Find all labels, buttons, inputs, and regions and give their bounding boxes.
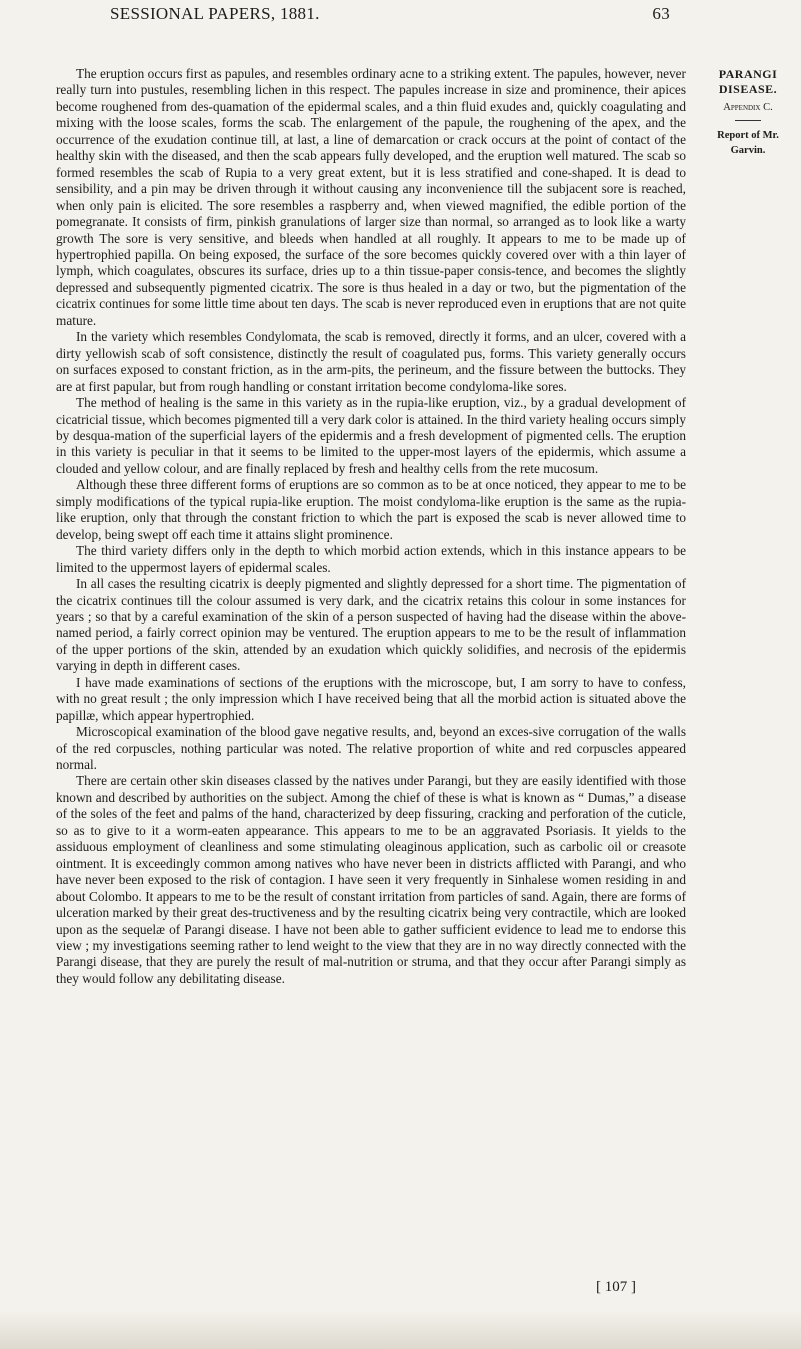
running-header: [110, 4, 670, 36]
page-number: 63: [652, 4, 670, 23]
margin-appendix: Appendix C.: [723, 102, 773, 113]
paragraph-1: The eruption occurs first as papules, and resembles ordinary acne to a striking extent. The papules, however, never really turn into pustules, resembling lichen in this respect. The papules increase in size and prominence, their apices become roughened from des-quamation of the epidermal scales, and a thin fluid exudes and, quickly coagulating and mixing with the loose scales, forms the scab. The enlargement of the papule, the roughening of the apex, and the occurrence of the exudation continue till, at last, a line of demarcation or crack occurs at the point of contact of the healthy skin with the diseased, and then the scab appears fully developed, and the eruption well matured. The scab so formed resembles the scab of Rupia to a very great extent, but it is less stratified and cone-shaped. It is dead to sensibility, and a pin may be driven through it without causing any inconvenience till the subjacent sore is reached, when only pain is elicited. The sore resembles a raspberry and, when viewed magnified, the edible portion of the pomegranate. It consists of firm, pinkish granulations of larger size than normal, so arranged as to look like a warty growth The sore is very sensitive, and bleeds when handled at all roughly. It appears to me to be made up of hypertrophied papilla. On being exposed, the surface of the sore becomes quickly covered over with a thin layer of lymph, which coagulates, obscures its surface, dries up to a thin tissue-paper consis-tence, and becomes the slightly depressed and subsequently pigmented cicatrix. The sore is thus healed in a day or two, but the pigmentation of the cicatrix continues for some little time about ten days. The scab is never reproduced even in eruptions that are not quite mature.: [56, 66, 686, 328]
margin-report: Report of Mr. Garvin.: [717, 130, 779, 156]
folio-number: [ 107 ]: [596, 1279, 636, 1295]
paragraph-2: In the variety which resembles Condylomata, the scab is removed, directly it forms, and an ulcer, covered with a dirty yellowish scab of soft consistence, distinctly the result of coagulated pus, forms. This variety generally occurs on surfaces exposed to constant friction, as in the arm-pits, the perineum, and the fissure between the buttocks. They are at first papular, but from rough handling or constant irritation become condyloma-like sores.: [56, 329, 686, 394]
paragraph-9: There are certain other skin diseases classed by the natives under Parangi, but they are easily identified with those known and described by authorities on the subject. Among the chief of these is what is known as “ Dumas,” a disease of the soles of the feet and palms of the hand, characterized by deep fissuring, cracking and perforation of the cuticle, so as to give to it a worm-eaten appearance. This appears to me to be an aggravated Psoriasis. It yields to the assiduous employment of cleanliness and some stimulating oleaginous application, such as carbolic oil or creasote ointment. It is exceedingly common among natives who have never been in districts afflicted with Parangi, and who have never been exposed to the risk of contagion. I have seen it very frequently in Sinhalese women residing in and about Colombo. It appears to me to be the result of constant irritation from particles of sand. Again, there are forms of ulceration marked by their great des-tructiveness and by the resulting cicatrix being very contractile, which are looked upon as the sequelæ of Parangi disease. I have not been able to gather sufficient evidence to lead me to endorse this view ; my investigations seeming rather to lend weight to the view that they are in no way directly connected with the Parangi disease, that they are purely the result of mal-nutrition or struma, and that they occur after Parangi simply as they would follow any debilitating disease.: [56, 773, 686, 986]
paragraph-6: In all cases the resulting cicatrix is deeply pigmented and slightly depressed for a short time. The pigmentation of the cicatrix continues till the colour assumed is very dark, and the cicatrix retains this colour in some instances for years ; so that by a careful examination of the skin of a person suspected of having had the disease within the above-named period, a fairly correct opinion may be ventured. The eruption appears to me to be the result of inflammation of the upper portions of the skin, attended by an exudation which quickly solidifies, and necrosis of the epidermis varying in depth in different cases.: [56, 576, 686, 674]
paragraph-4: Although these three different forms of eruptions are so common as to be at once noticed, they appear to me to be simply modifications of the typical rupia-like eruption. The moist condyloma-like eruption is the same as the rupia-like eruption, only that through the constant friction to which the part is exposed the scab is never allowed time to develop, being swept off each time it attains slight prominence.: [56, 477, 686, 542]
paragraph-8: Microscopical examination of the blood gave negative results, and, beyond an exces-sive corrugation of the walls of the red corpuscles, nothing particular was noted. The relative proportion of white and red corpuscles appeared normal.: [56, 724, 686, 773]
page-bottom-edge: [0, 1310, 801, 1349]
margin-rule: [735, 120, 761, 121]
margin-topic: PARANGI DISEASE.: [718, 67, 778, 96]
body-text: [56, 66, 686, 987]
paragraph-3: The method of healing is the same in this variety as in the rupia-like eruption, viz., by a gradual development of cicatricial tissue, which becomes pigmented till a very dark color is attained. In the third variety healing occurs simply by desqua-mation of the superficial layers of the epidermis and a fresh development of pigmented cells. The eruption in this variety is peculiar in that it seems to be limited to the upper-most layers of the epidermis, which assume a clouded and yellow colour, and are finally replaced by fresh and healthy cells from the rete mucosum.: [56, 395, 686, 476]
margin-note: [700, 67, 796, 158]
paragraph-5: The third variety differs only in the depth to which morbid action extends, which in this instance appears to be limited to the uppermost layers of epidermal scales.: [56, 543, 686, 575]
paragraph-7: I have made examinations of sections of the eruptions with the microscope, but, I am sorry to have to confess, with no great result ; the only impression which I have received being that all the morbid action is situated above the papillæ, which appear hypertrophied.: [56, 674, 686, 723]
running-title: SESSIONAL PAPERS, 1881.: [110, 4, 320, 23]
